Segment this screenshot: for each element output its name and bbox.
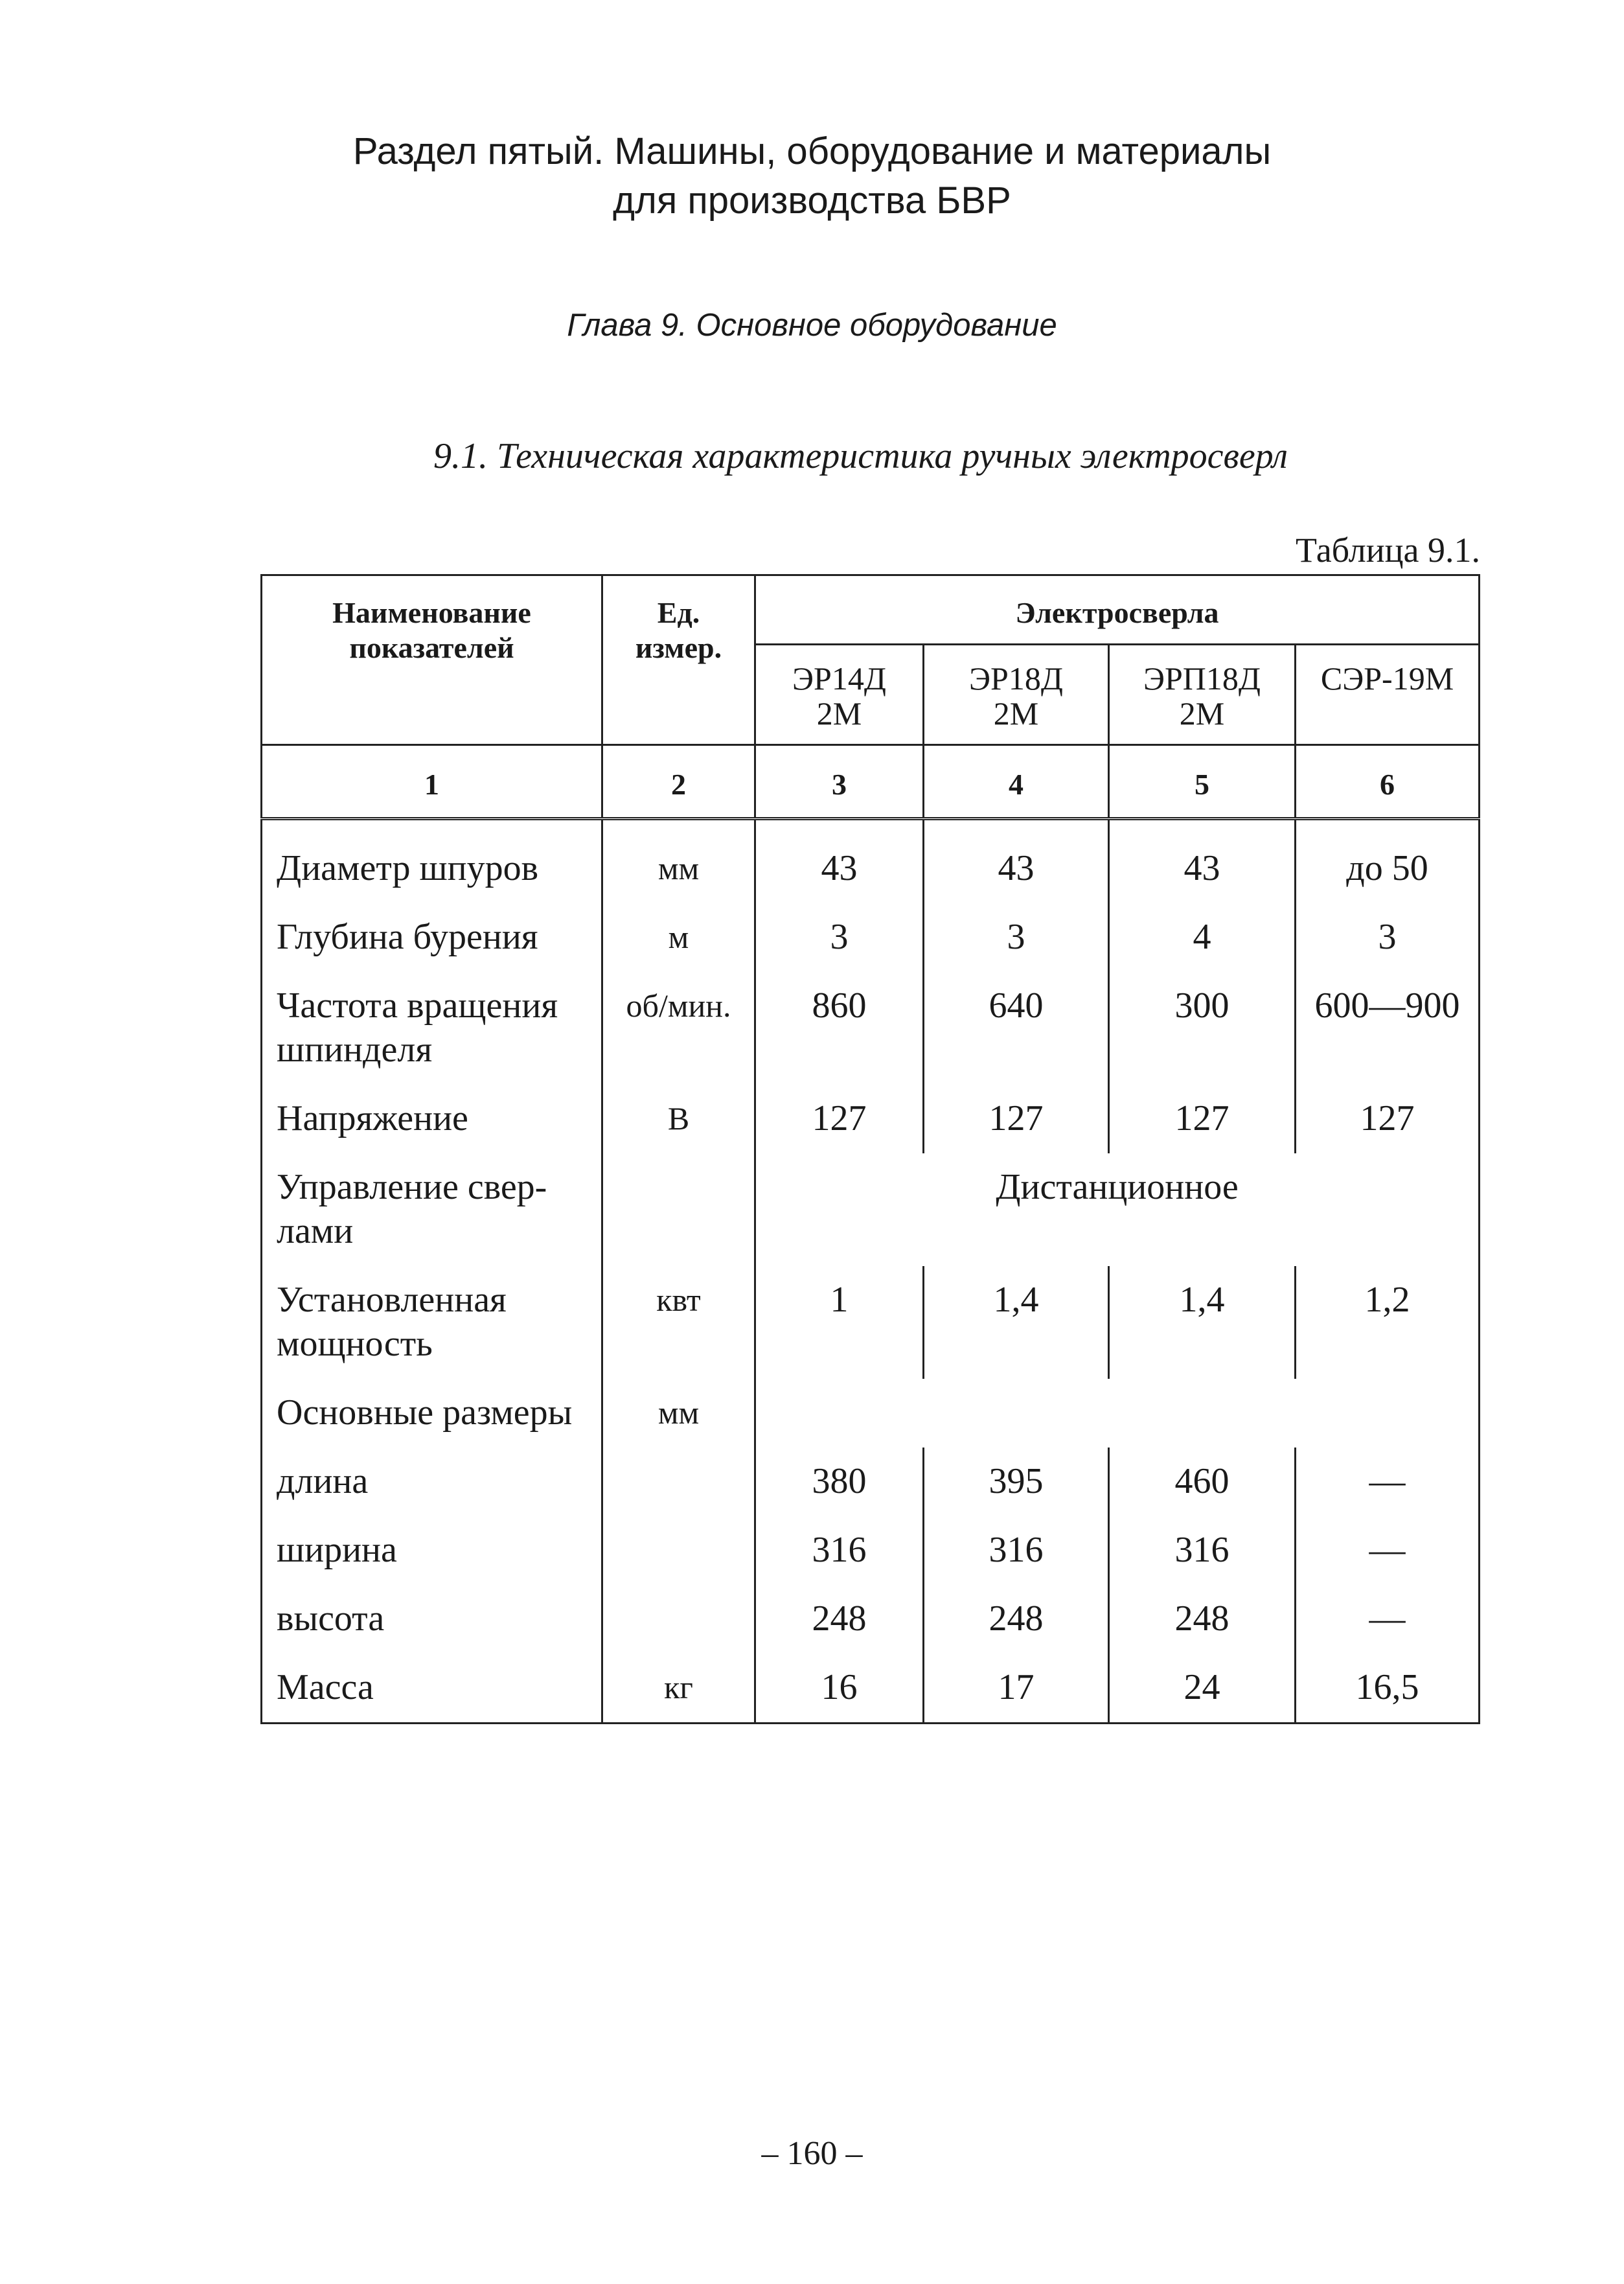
row-name-cell	[262, 819, 602, 904]
row-name: Управление свер-	[277, 1167, 547, 1207]
row-unit: м	[602, 903, 755, 972]
header-name-line-1: Наименование	[332, 596, 531, 629]
column-number: 6	[1296, 745, 1480, 819]
table-row	[262, 972, 1480, 1085]
column-number: 4	[924, 745, 1109, 819]
header-cell-model	[1296, 645, 1480, 745]
row-value: 3	[1296, 903, 1480, 972]
row-unit: кг	[602, 1654, 755, 1724]
header-cell-group: Электросверла	[755, 575, 1480, 645]
header-cell-model	[924, 645, 1109, 745]
row-name-cont: мощность	[277, 1324, 433, 1364]
row-name-cont: шпинделя	[277, 1030, 433, 1070]
table-row	[262, 1085, 1480, 1153]
column-number: 5	[1109, 745, 1296, 819]
row-name: Напряжение	[277, 1098, 468, 1138]
model-line-2: 2М	[816, 695, 862, 732]
row-value: 16	[755, 1654, 924, 1724]
header-cell-unit	[602, 575, 755, 745]
row-name: Диаметр шпуров	[277, 848, 539, 888]
header-cell-model	[755, 645, 924, 745]
model-line-2: 2М	[1179, 695, 1225, 732]
section-title-line-1: Раздел пятый. Машины, оборудование и материалы	[352, 130, 1272, 172]
row-value: 248	[924, 1585, 1109, 1654]
row-name: длина	[277, 1461, 369, 1501]
chapter-title: Глава 9. Основное оборудование	[567, 308, 1057, 343]
row-value: —	[1296, 1516, 1480, 1585]
row-value: 395	[924, 1448, 1109, 1516]
row-name-cell	[262, 1153, 602, 1266]
row-value: 380	[755, 1448, 924, 1516]
row-value: 248	[755, 1585, 924, 1654]
table-caption: Таблица 9.1.	[1296, 531, 1480, 570]
row-name-cell	[262, 972, 602, 1085]
row-value: 316	[755, 1516, 924, 1585]
row-unit	[602, 1585, 755, 1654]
row-value: 1	[755, 1266, 924, 1379]
row-value: 127	[924, 1085, 1109, 1153]
column-number: 1	[262, 745, 602, 819]
row-name-cell	[262, 903, 602, 972]
row-value: 3	[924, 903, 1109, 972]
model-line-2: 2М	[993, 695, 1039, 732]
table-row	[262, 1266, 1480, 1379]
header-cell-model	[1109, 645, 1296, 745]
row-value: 3	[755, 903, 924, 972]
row-name: ширина	[277, 1530, 397, 1570]
row-name-cell	[262, 1266, 602, 1379]
row-value: 127	[1296, 1085, 1480, 1153]
row-name: Частота вращения	[277, 986, 558, 1026]
row-value: 316	[924, 1516, 1109, 1585]
row-value: 43	[1109, 819, 1296, 904]
row-value	[1109, 1379, 1296, 1448]
row-value: 860	[755, 972, 924, 1085]
row-unit: квт	[602, 1266, 755, 1379]
row-value: 460	[1109, 1448, 1296, 1516]
row-value: 17	[924, 1654, 1109, 1724]
table-row	[262, 1153, 1480, 1266]
row-value: 316	[1109, 1516, 1296, 1585]
table-row	[262, 903, 1480, 972]
spec-table	[260, 574, 1480, 1724]
row-name: высота	[277, 1598, 385, 1639]
table-row	[262, 1585, 1480, 1654]
row-value: —	[1296, 1585, 1480, 1654]
row-name-cell	[262, 1379, 602, 1448]
row-unit: об/мин.	[602, 972, 755, 1085]
row-value: 4	[1109, 903, 1296, 972]
row-value: 248	[1109, 1585, 1296, 1654]
row-name: Основные размеры	[277, 1392, 573, 1433]
row-unit	[602, 1448, 755, 1516]
row-name: Установленная	[277, 1280, 507, 1320]
row-name: Масса	[277, 1667, 374, 1707]
model-line-1: ЭР18Д	[969, 660, 1063, 697]
row-value: 127	[755, 1085, 924, 1153]
row-name-cell	[262, 1585, 602, 1654]
row-unit: мм	[602, 819, 755, 904]
row-name: Глубина бурения	[277, 917, 538, 957]
row-value: 640	[924, 972, 1109, 1085]
model-line-1: СЭР-19М	[1320, 660, 1454, 697]
row-merged-value: Дистанционное	[755, 1153, 1480, 1266]
row-value: 43	[755, 819, 924, 904]
row-value: 127	[1109, 1085, 1296, 1153]
table-row	[262, 1448, 1480, 1516]
header-cell-name	[262, 575, 602, 745]
row-value: 300	[1109, 972, 1296, 1085]
row-value: 24	[1109, 1654, 1296, 1724]
row-name-cell	[262, 1654, 602, 1724]
row-value: 1,4	[1109, 1266, 1296, 1379]
row-name-cell	[262, 1516, 602, 1585]
row-value: 43	[924, 819, 1109, 904]
row-unit: В	[602, 1085, 755, 1153]
row-value: —	[1296, 1448, 1480, 1516]
row-name-cell	[262, 1448, 602, 1516]
row-value	[924, 1379, 1109, 1448]
row-value: до 50	[1296, 819, 1480, 904]
row-value	[755, 1379, 924, 1448]
page-number: – 160 –	[761, 2135, 863, 2172]
table-row	[262, 1654, 1480, 1724]
table-row	[262, 819, 1480, 904]
row-value: 1,2	[1296, 1266, 1480, 1379]
row-value: 1,4	[924, 1266, 1109, 1379]
header-unit-line-1: Ед.	[657, 596, 700, 629]
table-row	[262, 1379, 1480, 1448]
section-title-line-2: для производства БВР	[613, 179, 1011, 222]
subsection-title: 9.1. Техническая характеристика ручных электросверл	[433, 436, 1288, 476]
table-row	[262, 1516, 1480, 1585]
row-value: 16,5	[1296, 1654, 1480, 1724]
row-name-cell	[262, 1085, 602, 1153]
model-line-1: ЭРП18Д	[1143, 660, 1261, 697]
row-unit	[602, 1153, 755, 1266]
column-number: 3	[755, 745, 924, 819]
model-line-1: ЭР14Д	[792, 660, 886, 697]
row-value: 600—900	[1296, 972, 1480, 1085]
column-number: 2	[602, 745, 755, 819]
header-name-line-2: показателей	[349, 631, 514, 664]
row-name-cont: лами	[277, 1211, 354, 1251]
row-value	[1296, 1379, 1480, 1448]
header-unit-line-2: измер.	[635, 631, 722, 664]
row-unit: мм	[602, 1379, 755, 1448]
row-unit	[602, 1516, 755, 1585]
section-title	[0, 127, 1624, 225]
